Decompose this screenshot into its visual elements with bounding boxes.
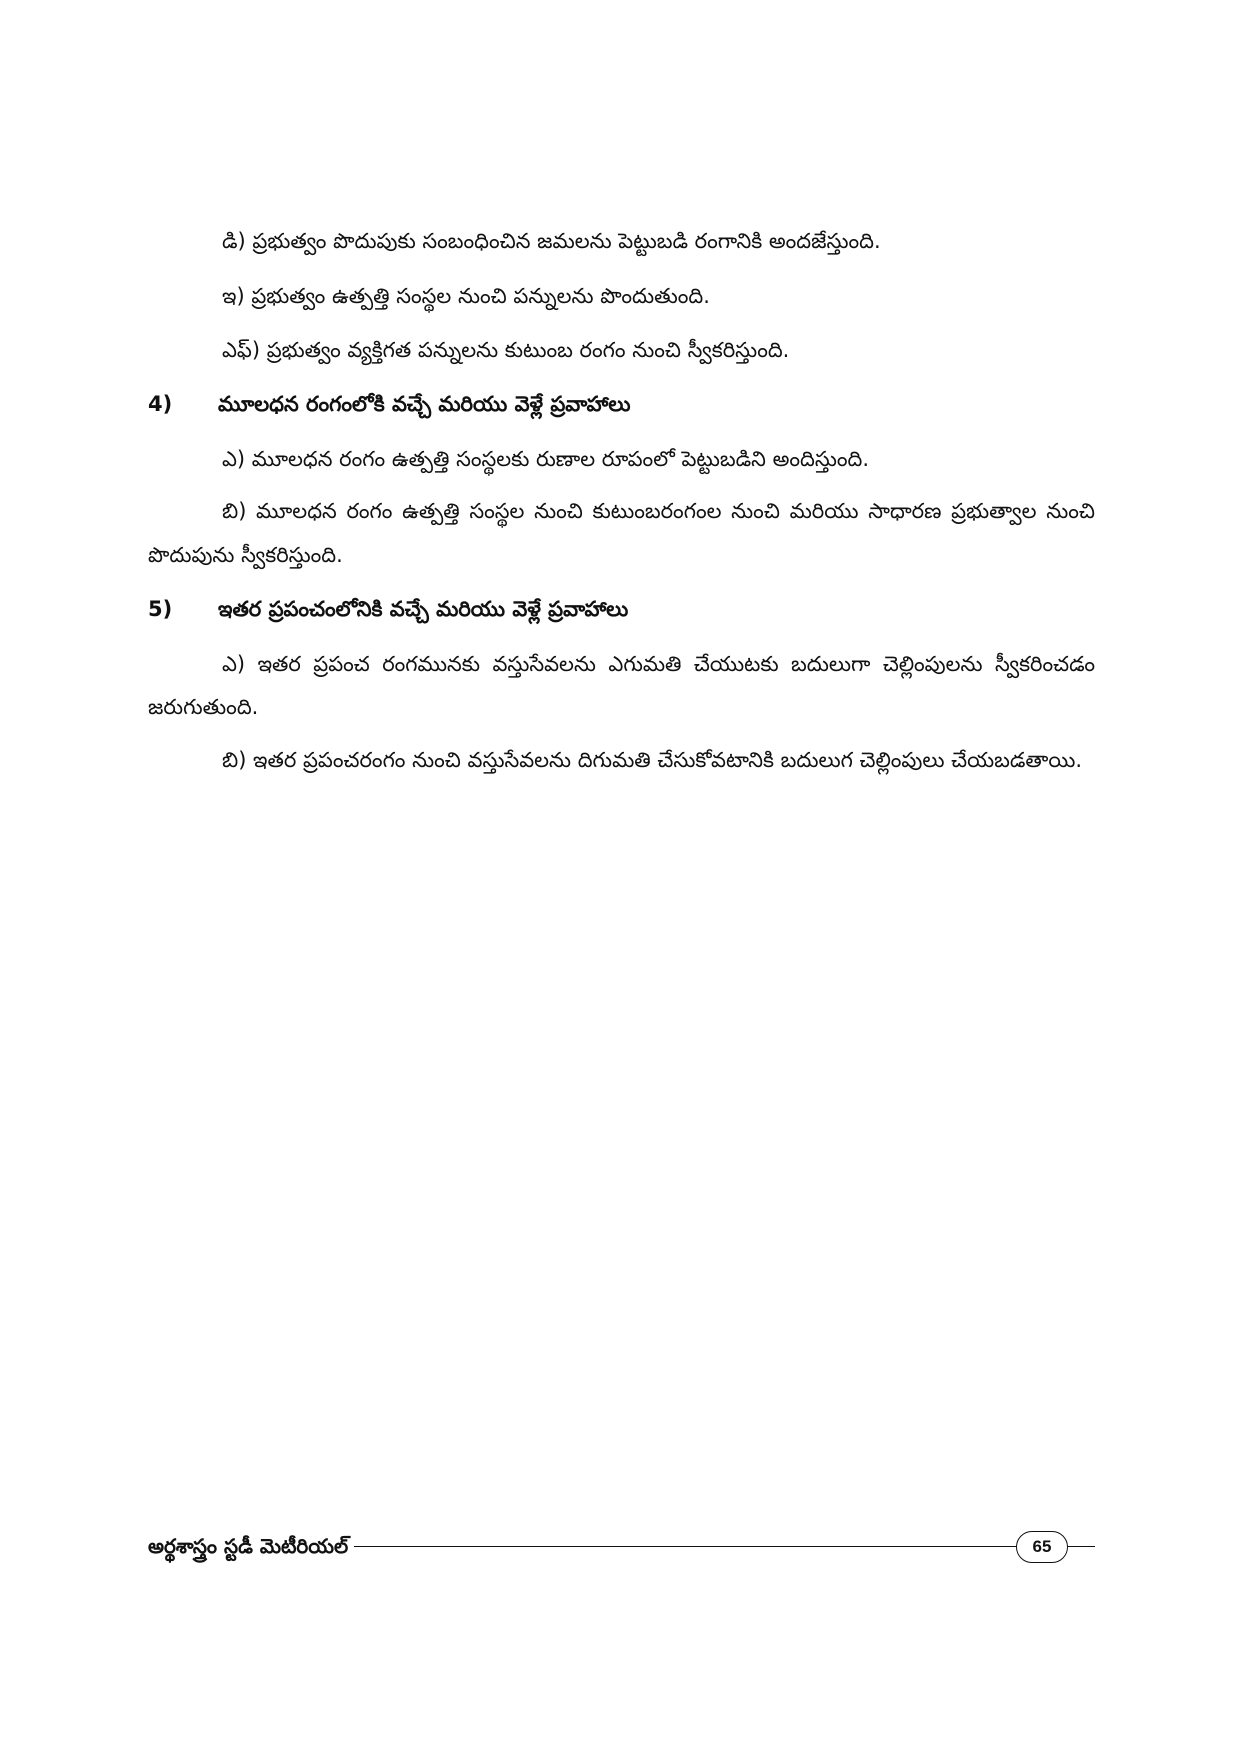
footer-title: అర్థశాస్త్రం స్టడీ మెటీరియల్ — [148, 1528, 354, 1564]
paragraph-item-d: డి) ప్రభుత్వం పొదుపుకు సంబంధించిన జమలను పెట్టుబడి రంగానికి అందజేస్తుంది. — [222, 229, 881, 253]
page-footer — [148, 1528, 1095, 1568]
section-4-number: 4) — [148, 392, 173, 416]
page-number-badge: 65 — [1016, 1531, 1068, 1563]
section-4-item-b-line2: పొదుపును స్వీకరిస్తుంది. — [148, 543, 343, 567]
section-5-item-b: బి) ఇతర ప్రపంచరంగం నుంచి వస్తుసేవలను దిగుమతి చేసుకోవటానికి బదులుగ చెల్లింపులు చేయబడతాయి. — [222, 748, 1083, 772]
section-5-item-a-line2: జరుగుతుంది. — [148, 695, 259, 719]
section-4-item-a: ఎ) మూలధన రంగం ఉత్పత్తి సంస్థలకు రుణాల రూపంలో పెట్టుబడిని అందిస్తుంది. — [222, 447, 870, 471]
section-5-heading — [148, 595, 628, 623]
section-5-item-a-line1: ఎ) ఇతర ప్రపంచ రంగమునకు వస్తుసేవలను ఎగుమతి చేయుటకు బదులుగా చెల్లింపులను స్వీకరించడం — [222, 652, 1095, 676]
section-5-title: ఇతర ప్రపంచంలోనికి వచ్చే మరియు వెళ్లే ప్రవాహాలు — [218, 597, 629, 621]
section-4-heading — [148, 390, 631, 418]
section-4-title: మూలధన రంగంలోకి వచ్చే మరియు వెళ్లే ప్రవాహాలు — [218, 392, 631, 416]
section-5-number: 5) — [148, 597, 173, 621]
paragraph-item-f: ఎఫ్) ప్రభుత్వం వ్యక్తిగత పన్నులను కుటుంబ రంగం నుంచి స్వీకరిస్తుంది. — [222, 338, 790, 362]
paragraph-item-e: ఇ) ప్రభుత్వం ఉత్పత్తి సంస్థల నుంచి పన్నులను పొందుతుంది. — [222, 284, 710, 308]
section-4-item-b-line1: బి) మూలధన రంగం ఉత్పత్తి సంస్థల నుంచి కుటుంబరంగంల నుంచి మరియు సాధారణ ప్రభుత్వాల నుంచి — [222, 499, 1095, 523]
